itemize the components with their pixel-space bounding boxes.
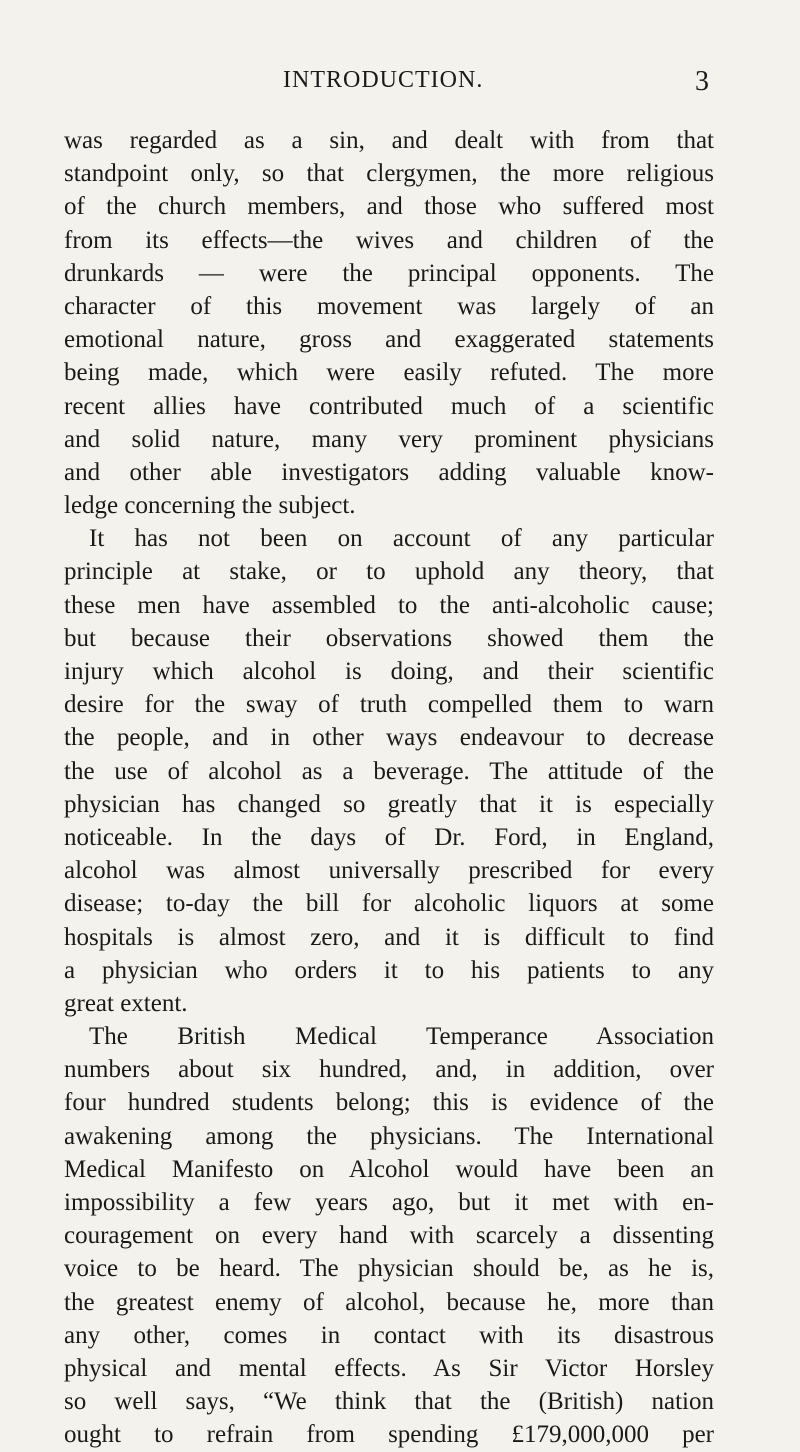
text-line: the use of alcohol as a beverage. The attitude of the <box>64 757 714 785</box>
text-line: drunkards — were the principal opponents. The <box>64 259 714 287</box>
text-line: principle at stake, or to uphold any theory, that <box>64 558 714 586</box>
text-line: desire for the sway of truth compelled them to warn <box>64 691 714 719</box>
text-line: Medical Manifesto on Alcohol would have been an <box>64 1155 714 1183</box>
text-line: and solid nature, many very prominent physicians <box>64 425 714 453</box>
running-title: INTRODUCTION. <box>283 67 484 93</box>
text-line: a physician who orders it to his patients to any <box>64 956 714 984</box>
text-line: was regarded as a sin, and dealt with from that <box>64 127 714 154</box>
text-line: any other, comes in contact with its disastrous <box>64 1321 714 1349</box>
text-line: ought to refrain from spending £179,000,000 per <box>64 1421 714 1449</box>
text-line: and other able investigators adding valuable know- <box>64 458 714 486</box>
text-line: physician has changed so greatly that it is especially <box>64 790 714 818</box>
text-line: the people, and in other ways endeavour to decrease <box>64 724 714 752</box>
text-line: disease; to-day the bill for alcoholic liquors at some <box>64 890 714 918</box>
text-line: noticeable. In the days of Dr. Ford, in England, <box>64 823 714 851</box>
text-line: recent allies have contributed much of a scientific <box>64 392 714 420</box>
text-line: so well says, “We think that the (British) nation <box>64 1388 714 1416</box>
paragraph-start-line: It has not been on account of any particular <box>89 525 714 553</box>
text-line: injury which alcohol is doing, and their scientific <box>64 658 714 685</box>
page-header <box>0 60 800 100</box>
body-text <box>64 124 714 1452</box>
text-line: couragement on every hand with scarcely a dissenting <box>64 1222 714 1250</box>
text-line: of the church members, and those who suffered most <box>64 193 714 221</box>
text-line: alcohol was almost universally prescribed for every <box>64 857 714 885</box>
text-line: ledge concerning the subject. <box>64 492 356 520</box>
text-line: but because their observations showed them the <box>64 624 714 652</box>
paragraph-start-line: The British Medical Temperance Association <box>89 1023 714 1051</box>
text-line: awakening among the physicians. The International <box>64 1122 714 1150</box>
text-line: being made, which were easily refuted. The more <box>64 359 714 387</box>
text-line: hospitals is almost zero, and it is difficult to find <box>64 923 714 951</box>
text-line: four hundred students belong; this is evidence of the <box>64 1089 714 1117</box>
text-line: the greatest enemy of alcohol, because he, more than <box>64 1288 714 1316</box>
text-line: physical and mental effects. As Sir Victor Horsley <box>64 1354 714 1382</box>
page-number: 3 <box>695 66 709 97</box>
text-line: impossibility a few years ago, but it met with en- <box>64 1189 714 1216</box>
text-line: great extent. <box>64 989 188 1017</box>
text-line: these men have assembled to the anti-alcoholic cause; <box>64 591 714 619</box>
text-line: emotional nature, gross and exaggerated statements <box>64 326 714 354</box>
text-line: character of this movement was largely of an <box>64 292 714 320</box>
text-line: voice to be heard. The physician should be, as he is, <box>64 1255 714 1283</box>
text-line: from its effects—the wives and children of the <box>64 226 714 254</box>
text-line: standpoint only, so that clergymen, the more religious <box>64 160 714 188</box>
text-line: numbers about six hundred, and, in addition, over <box>64 1056 714 1084</box>
